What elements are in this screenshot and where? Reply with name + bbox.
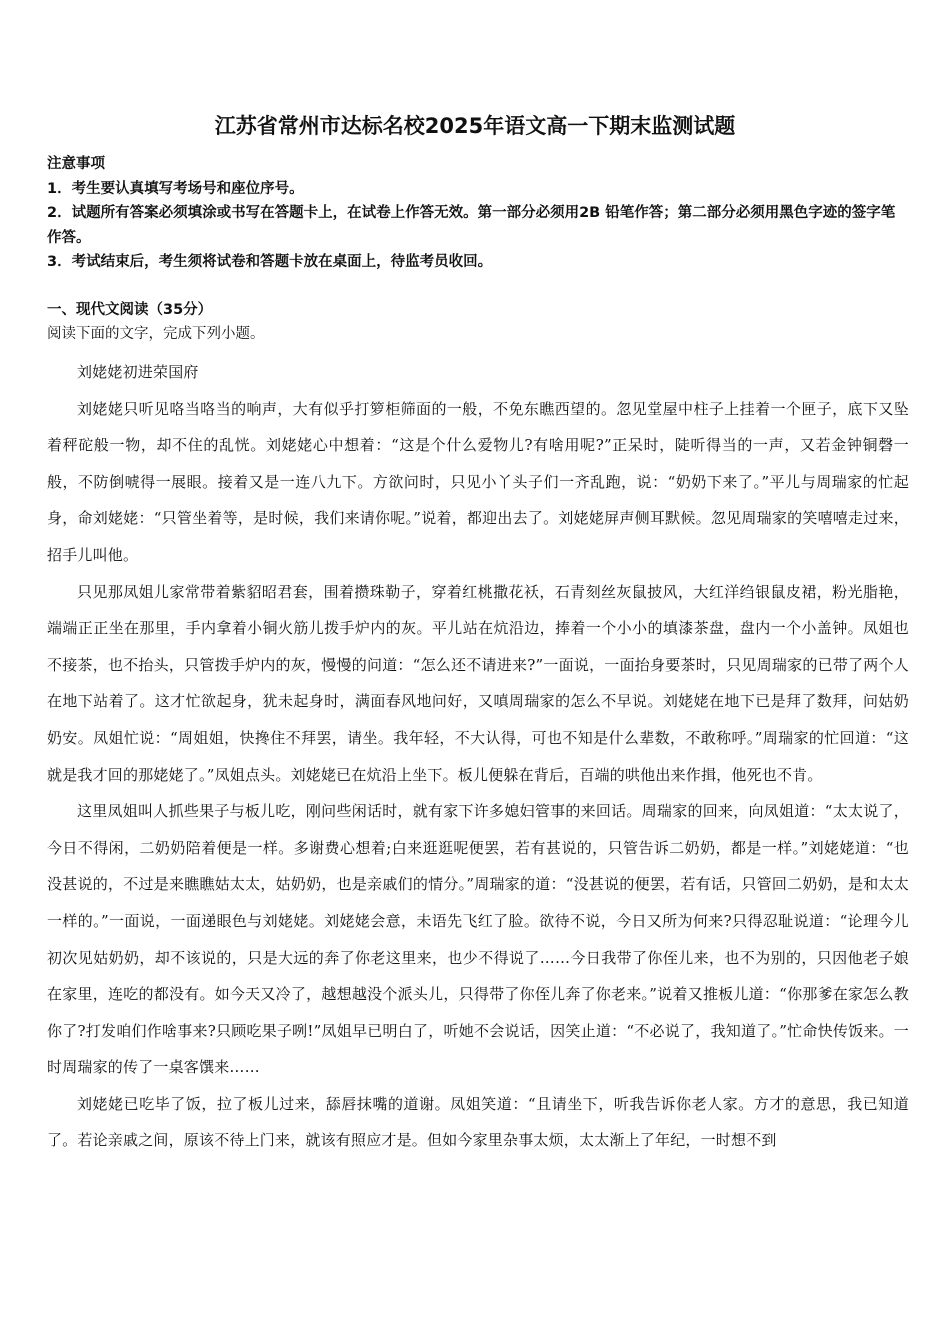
passage-heading: 刘姥姥初进荣国府	[77, 363, 199, 381]
exam-title: 江苏省常州市达标名校2025年语文高一下期末监测试题	[214, 114, 736, 138]
section-title: 一、现代文阅读（35分）	[47, 302, 213, 318]
passage-paragraph-4: 刘姥姥已吃毕了饭，拉了板儿过来，舔唇抹嘴的道谢。凤姐笑道：“且请坐下，听我告诉你老人家。方才的意思，我已知道了。若论亲戚之间，原该不待上门来，就该有照应才是。但如今家里杂事太烦，太太渐上了年纪，一时想不到	[47, 1094, 909, 1150]
section-instruction: 阅读下面的文字，完成下列小题。	[47, 326, 265, 342]
passage-paragraph-2: 只见那凤姐儿家常带着紫貂昭君套，围着攒珠勒子，穿着红桃撒花袄，石青刻丝灰鼠披风，大红洋绉银鼠皮裙，粉光脂艳，端端正正坐在那里，手内拿着小铜火筋儿拨手炉内的灰。平儿站在炕沿边，捧着一个小小的填漆茶盘，盘内一个小盖钟。凤姐也不接茶，也不抬头，只管拨手炉内的灰，慢慢的问道：“怎么还不请进来?”一面说，一面抬身要茶时，只见周瑞家的已带了两个人在地下站着了。这才忙欲起身，犹未起身时，满面春风地问好，又嗔周瑞家的怎么不早说。刘姥姥在地下已是拜了数拜，问姑奶奶安。凤姐忙说：“周姐姐，快搀住不拜罢，请坐。我年轻，不大认得，可也不知是什么辈数，不敢称呼。”周瑞家的忙回道：“这就是我才回的那姥姥了。”凤姐点头。刘姥姥已在炕沿上坐下。板儿便躲在背后，百端的哄他出来作揖，他死也不肯。	[47, 582, 909, 784]
notice-heading: 注意事项	[47, 156, 105, 172]
passage-paragraph-3: 这里凤姐叫人抓些果子与板儿吃，刚问些闲话时，就有家下许多媳妇管事的来回话。周瑞家的回来，向凤姐道：“太太说了，今日不得闲，二奶奶陪着便是一样。多谢费心想着;白来逛逛呢便罢，若有甚说的，只管告诉二奶奶，都是一样。”刘姥姥道：“也没甚说的，不过是来瞧瞧姑太太，姑奶奶，也是亲戚们的情分。”周瑞家的道：“没甚说的便罢，若有话，只管回二奶奶，是和太太一样的。”一面说，一面递眼色与刘姥姥。刘姥姥会意，未语先飞红了脸。欲待不说，今日又所为何来?只得忍耻说道：“论理今儿初次见姑奶奶，却不该说的，只是大远的奔了你老这里来，也少不得说了……今日我带了你侄儿来，也不为别的，只因他老子娘在家里，连吃的都没有。如今天又冷了，越想越没个派头儿，只得带了你侄儿奔了你老来。”说着又推板儿道：“你那爹在家怎么教你了?打发咱们作啥事来?只顾吃果子咧!”凤姐早已明白了，听她不会说话，因笑止道：“不必说了，我知道了。”忙命快传饭来。一时周瑞家的传了一桌客馔来……	[47, 802, 909, 1077]
notice-block	[47, 152, 909, 275]
passage-paragraph-1: 刘姥姥只听见咯当咯当的响声，大有似乎打箩柜筛面的一般，不免东瞧西望的。忽见堂屋中柱子上挂着一个匣子，底下又坠着秤砣般一物，却不住的乱恍。刘姥姥心中想着：“这是个什么爱物儿?有啥用呢?”正呆时，陡听得当的一声，又若金钟铜磬一般，不防倒唬得一展眼。接着又是一连八九下。方欲问时，只见小丫头子们一齐乱跑，说：“奶奶下来了。”平儿与周瑞家的忙起身，命刘姥姥：“只管坐着等，是时候，我们来请你呢。”说着，都迎出去了。刘姥姥屏声侧耳默候。忽见周瑞家的笑嘻嘻走过来，招手儿叫他。	[47, 399, 909, 564]
section-header	[47, 298, 909, 346]
notice-item-3: 3．考试结束后，考生须将试卷和答题卡放在桌面上，待监考员收回。	[47, 254, 493, 270]
notice-item-1: 1．考生要认真填写考场号和座位序号。	[47, 180, 304, 197]
notice-item-2: 2．试题所有答案必须填涂或书写在答题卡上，在试卷上作答无效。第一部分必须用2B 铅笔作答；第二部分必须用黑色字迹的签字笔作答。	[47, 205, 896, 246]
reading-passage	[47, 354, 909, 1159]
